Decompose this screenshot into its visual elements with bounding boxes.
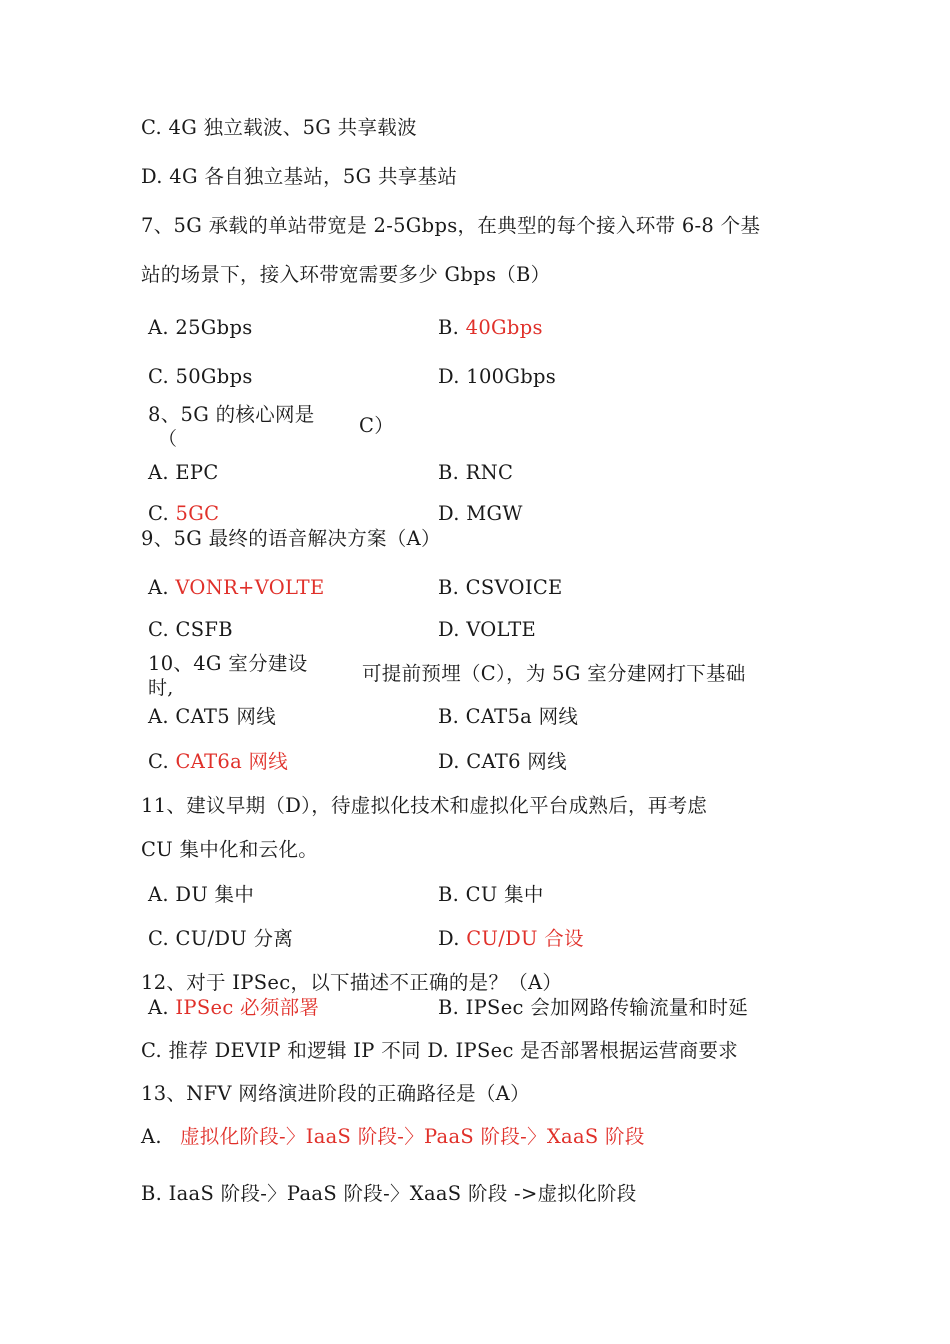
q9-option-a-prefix: A. <box>148 576 176 599</box>
q8-option-a: A. EPC <box>148 461 219 484</box>
option-c-line: C. 4G 独立载波、5G 共享载波 <box>141 116 417 139</box>
question-8-paren: （ <box>158 428 178 450</box>
q9-option-a-answer: VONR+VOLTE <box>175 576 325 599</box>
q10-option-c-answer: CAT6a 网线 <box>175 750 289 773</box>
q10-option-c-prefix: C. <box>148 750 176 773</box>
q11-option-d-prefix: D. <box>438 927 467 950</box>
q10-option-d: D. CAT6 网线 <box>438 750 567 773</box>
question-11-line-2: CU 集中化和云化。 <box>141 838 319 861</box>
question-7-line-1: 7、5G 承载的单站带宽是 2-5Gbps，在典型的每个接入环带 6-8 个基 <box>141 214 761 237</box>
q13-option-a-answer: 虚拟化阶段-〉IaaS 阶段-〉PaaS 阶段-〉XaaS 阶段 <box>180 1125 645 1148</box>
question-11-line-1: 11、建议早期（D），待虚拟化技术和虚拟化平台成熟后，再考虑 <box>141 794 708 817</box>
q9-option-b: B. CSVOICE <box>438 576 563 599</box>
question-10-text: 10、4G 室分建设 <box>148 652 308 675</box>
q11-option-c: C. CU/DU 分离 <box>148 927 294 950</box>
q12-option-a <box>148 996 319 1020</box>
question-10-rest: 可提前预埋（C），为 5G 室分建网打下基础 <box>362 662 746 685</box>
q8-option-b: B. RNC <box>438 461 514 484</box>
q10-option-c <box>148 750 288 774</box>
q7-option-b-answer: 40Gbps <box>465 316 543 339</box>
q8-option-c <box>148 502 219 526</box>
question-13: 13、NFV 网络演进阶段的正确路径是（A） <box>141 1082 530 1105</box>
q13-option-a-prefix: A. <box>141 1125 162 1148</box>
q8-option-c-prefix: C. <box>148 502 176 525</box>
q7-option-b <box>438 316 543 340</box>
question-12: 12、对于 IPSec，以下描述不正确的是？（A） <box>141 971 563 994</box>
question-8-text: 8、5G 的核心网是 <box>148 403 315 426</box>
q9-option-c: C. CSFB <box>148 618 233 641</box>
q10-option-b: B. CAT5a 网线 <box>438 705 579 728</box>
q10-option-a: A. CAT5 网线 <box>148 705 277 728</box>
q9-option-d: D. VOLTE <box>438 618 537 641</box>
question-7-line-2: 站的场景下，接入环带宽需要多少 Gbps（B） <box>141 263 551 286</box>
q12-options-c-d: C. 推荐 DEVIP 和逻辑 IP 不同 D. IPSec 是否部署根据运营商要求 <box>141 1039 738 1062</box>
question-10-wrap: 时, <box>148 677 174 699</box>
q11-option-d <box>438 927 584 951</box>
q7-option-a: A. 25Gbps <box>148 316 253 339</box>
q12-option-a-answer: IPSec 必须部署 <box>175 996 320 1019</box>
q13-option-b: B. IaaS 阶段-〉PaaS 阶段-〉XaaS 阶段 ->虚拟化阶段 <box>141 1182 637 1205</box>
question-9: 9、5G 最终的语音解决方案（A） <box>141 527 441 550</box>
q11-option-b: B. CU 集中 <box>438 883 544 906</box>
q11-option-a: A. DU 集中 <box>148 883 255 906</box>
q11-option-d-answer: CU/DU 合设 <box>466 927 584 950</box>
option-d-line: D. 4G 各自独立基站，5G 共享基站 <box>141 165 458 188</box>
q12-option-b: B. IPSec 会加网路传输流量和时延 <box>438 996 749 1019</box>
q7-option-b-prefix: B. <box>438 316 466 339</box>
q9-option-a <box>148 576 325 600</box>
question-8-answer: C） <box>359 414 395 437</box>
q7-option-c: C. 50Gbps <box>148 365 253 388</box>
q7-option-d: D. 100Gbps <box>438 365 557 388</box>
q8-option-d: D. MGW <box>438 502 523 525</box>
q8-option-c-answer: 5GC <box>175 502 220 525</box>
q12-option-a-prefix: A. <box>148 996 176 1019</box>
